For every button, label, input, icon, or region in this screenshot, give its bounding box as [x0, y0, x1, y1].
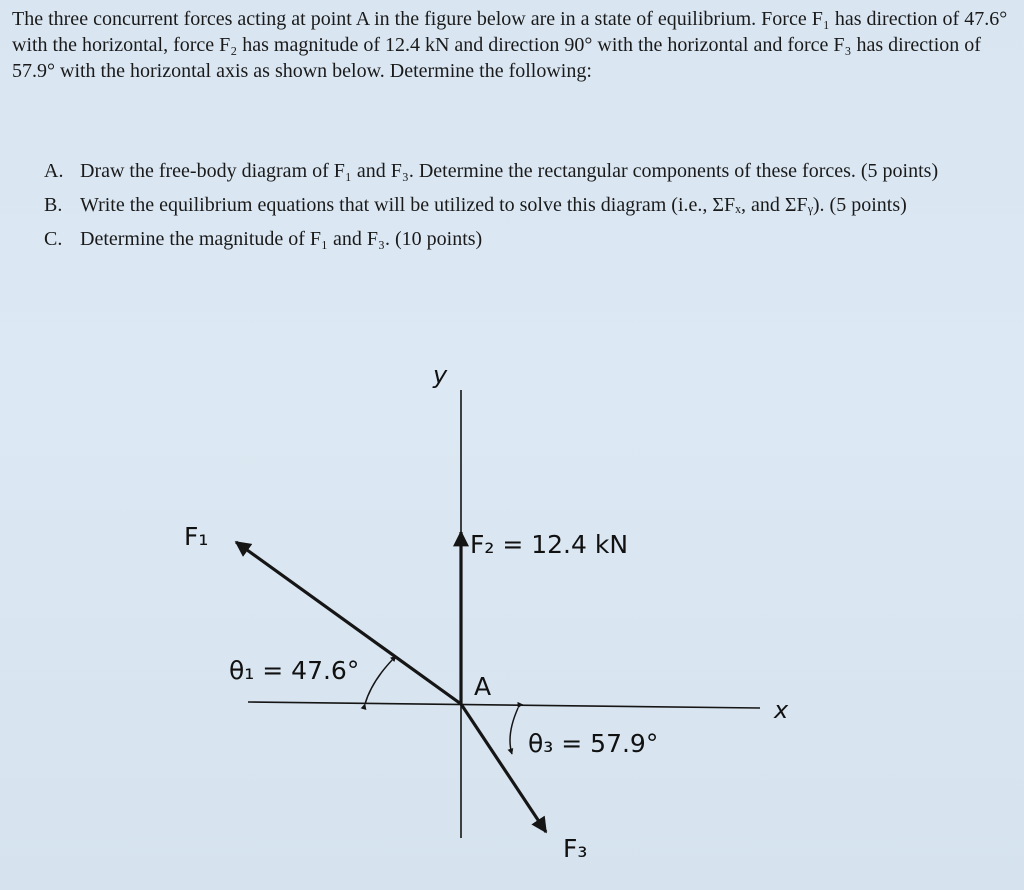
part-a-text: Draw the free-body diagram of F₁ and F₃. Determine the rectangular components of these forces. (5 points): [80, 160, 939, 182]
theta1-arc: [365, 656, 396, 704]
f3-vector: [461, 704, 546, 832]
point-a-label: A: [474, 672, 492, 701]
part-b-letter: B.: [44, 194, 63, 216]
part-c-text: Determine the magnitude of F₁ and F₃. (10 points): [80, 228, 483, 250]
part-a-letter: A.: [44, 160, 64, 182]
y-axis-label: y: [433, 361, 448, 389]
x-axis-label: x: [774, 696, 789, 724]
theta3-label: θ₃ = 57.9°: [528, 729, 659, 758]
x-axis: [248, 702, 760, 708]
part-b-text: Write the equilibrium equations that will be utilized to solve this diagram (i.e., ΣFₓ, and ΣFᵧ). (5 points): [80, 194, 907, 216]
f3-label: F₃: [563, 834, 588, 863]
f2-label: F₂ = 12.4 kN: [470, 530, 629, 559]
f1-label: F₁: [184, 522, 209, 551]
part-c-letter: C.: [44, 228, 63, 250]
problem-text: The three concurrent forces acting at point A in the figure below are in a state of equilibrium. Force F₁ has direction of 47.6° with the horizontal, force F₂ has magnitude of 12.4 kN and direction 90° with the horizontal and force F₃ has direction of 57.9° with the horizontal axis as shown below. Determine the following:: [12, 8, 1008, 82]
theta3-arc: [510, 708, 518, 754]
theta1-label: θ₁ = 47.6°: [229, 656, 360, 685]
